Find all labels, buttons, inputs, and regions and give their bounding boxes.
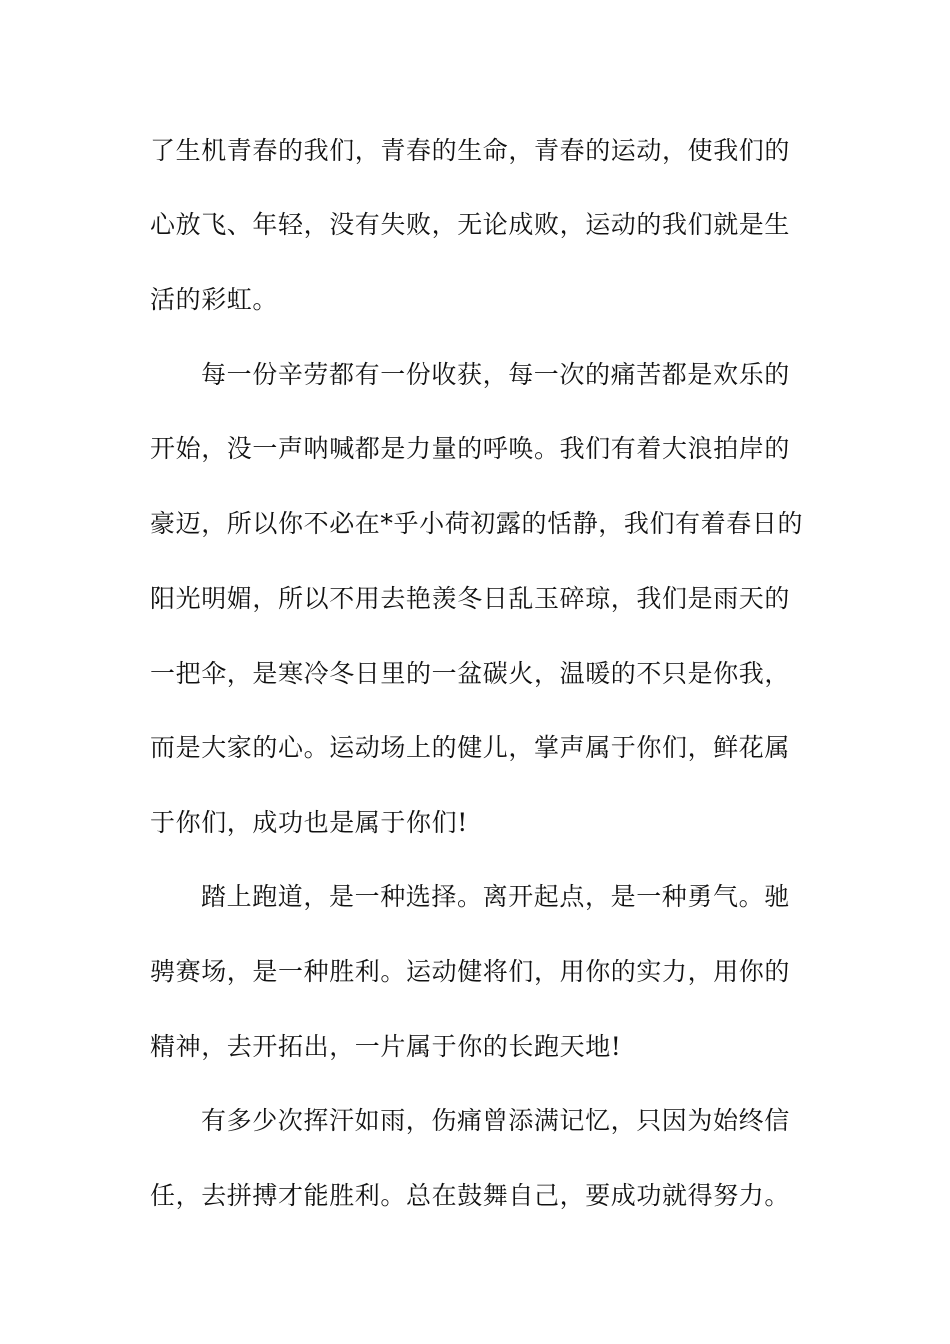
text-line-2: 心放飞、年轻，没有失败，无论成败，运动的我们就是生: [150, 210, 791, 239]
text-line-7: 阳光明媚，所以不用去艳羡冬日乱玉碎琼，我们是雨天的: [150, 584, 791, 613]
text-line-9: 而是大家的心。运动场上的健儿，掌声属于你们，鲜花属: [150, 733, 791, 762]
text-line-15: 任，去拼搏才能胜利。总在鼓舞自己，要成功就得努力。: [150, 1181, 791, 1210]
text-line-5: 开始，没一声呐喊都是力量的呼唤。我们有着大浪拍岸的: [150, 434, 791, 463]
text-line-1: 了生机青春的我们，青春的生命，青春的运动，使我们的: [150, 136, 791, 165]
text-line-12: 骋赛场，是一种胜利。运动健将们，用你的实力，用你的: [150, 957, 791, 986]
text-line-4: 每一份辛劳都有一份收获，每一次的痛苦都是欢乐的: [201, 360, 790, 389]
text-line-13: 精神，去开拓出，一片属于你的长跑天地!: [150, 1032, 622, 1061]
text-line-14: 有多少次挥汗如雨，伤痛曾添满记忆，只因为始终信: [201, 1106, 790, 1135]
text-line-3: 活的彩虹。: [150, 285, 279, 314]
text-line-6: 豪迈，所以你不必在*乎小荷初露的恬静，我们有着春日的: [150, 509, 804, 538]
text-line-11: 踏上跑道，是一种选择。离开起点，是一种勇气。驰: [201, 882, 790, 911]
text-line-10: 于你们，成功也是属于你们!: [150, 808, 468, 837]
text-line-8: 一把伞，是寒冷冬日里的一盆碳火，温暖的不只是你我，: [150, 659, 791, 688]
